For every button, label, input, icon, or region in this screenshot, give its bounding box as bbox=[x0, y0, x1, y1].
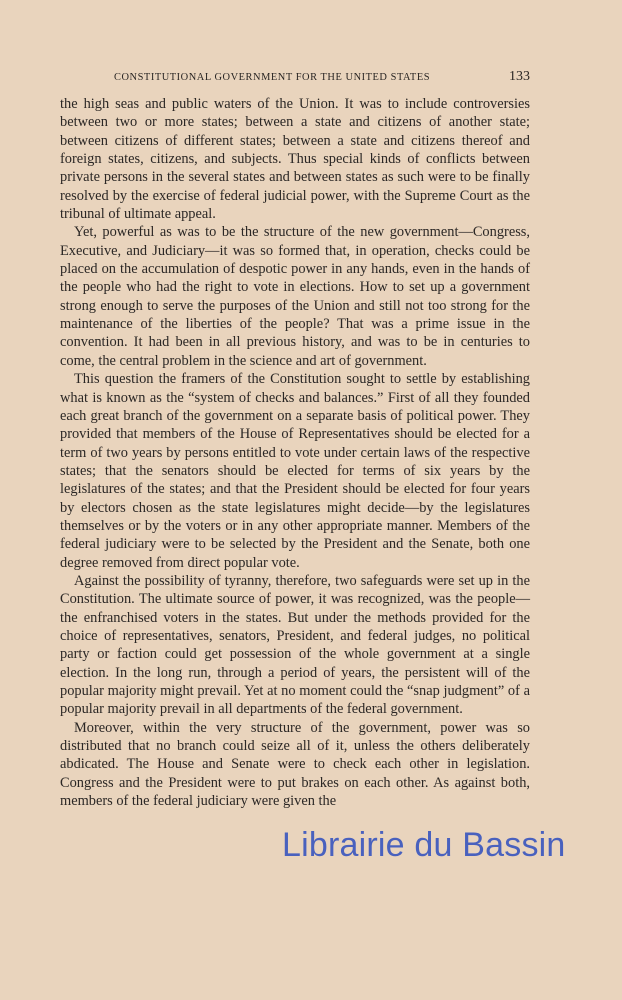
page-header bbox=[60, 70, 530, 90]
body-text bbox=[60, 95, 530, 810]
running-head: CONSTITUTIONAL GOVERNMENT FOR THE UNITED STATES bbox=[114, 72, 431, 83]
paragraph-2: Yet, powerful as was to be the structure of the new government—Congress, Executive, and Judiciary—it was so formed that, in operation, checks could be placed on the accumulation of despotic power in any hands, even in the hands of the people who had the right to vote in elections. How to set up a government strong enough to serve the purposes of the Union and still not too strong for the maintenance of the liberties of the people? That was a prime issue in the convention. It had been in all previous history, and was to be in centuries to come, the central problem in the science and art of government. bbox=[60, 224, 530, 369]
seller-watermark: Librairie du Bassin bbox=[282, 826, 566, 864]
paragraph-4: Against the possibility of tyranny, therefore, two safeguards were set up in the Constitution. The ultimate source of power, it was recognized, was the people—the enfranchised voters in the states. But under the methods provided for the choice of representatives, senators, President, and federal judges, no political party or faction could get possession of the whole government at a single election. In the long run, through a period of years, the persistent will of the popular majority might prevail. Yet at no moment could the “snap judgment” of a popular majority prevail in all departments of the federal government. bbox=[60, 572, 530, 718]
paragraph-5: Moreover, within the very structure of the government, power was so distributed that no branch could seize all of it, unless the others deliberately abdicated. The House and Senate were to check each other in legislation. Congress and the President were to put brakes on each other. As against both, members of the federal judiciary were given the bbox=[60, 719, 530, 810]
paragraph-1: the high seas and public waters of the Union. It was to include controversies between two or more states; between a state and citizens of another state; between citizens of different states; between a state and citizens thereof and foreign states, citizens, and subjects. Thus special kinds of conflicts between private persons in the several states and between states as such were to be finally resolved by the exercise of federal judicial power, with the Supreme Court as the tribunal of ultimate appeal. bbox=[60, 96, 530, 223]
paragraph-3: This question the framers of the Constitution sought to settle by establishing what is known as the “system of checks and balances.” First of all they founded each great branch of the government on a separate basis of political power. They provided that members of the House of Representatives should be elected for a term of two years by persons entitled to vote under certain laws of the respective states; that the senators should be elected for terms of six years by the legislatures of the states; and that the President should be elected for four years by electors chosen as the state legislatures might decide—by the legislatures themselves or by the voters or in any other appropriate manner. Members of the federal judiciary were to be selected by the President and the Senate, both one degree removed from direct popular vote. bbox=[60, 371, 530, 571]
page-number: 133 bbox=[509, 69, 530, 84]
